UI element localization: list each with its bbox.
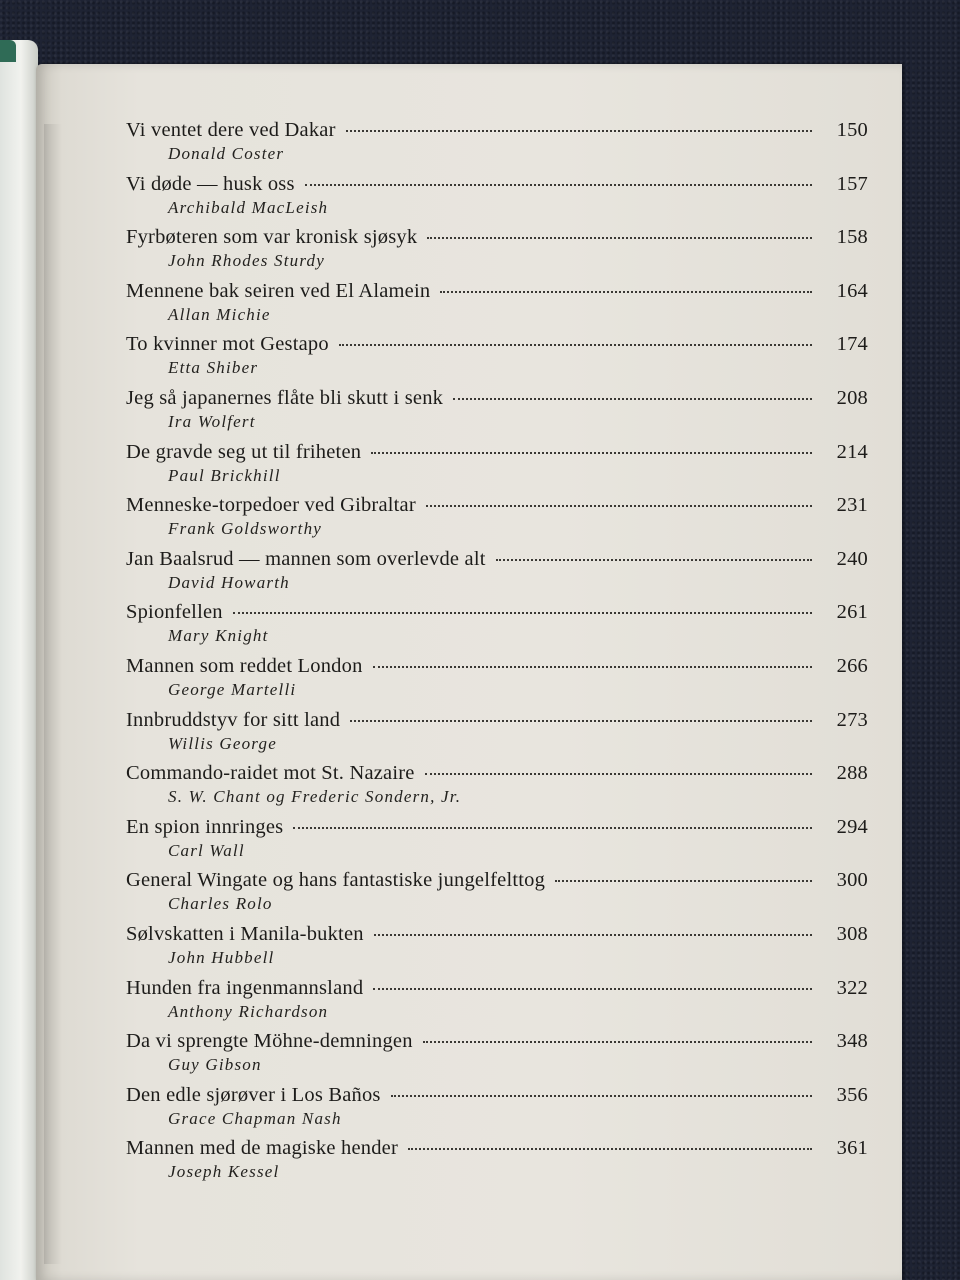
toc-title-line (126, 545, 868, 573)
page-number: 214 (836, 440, 868, 463)
toc-title-line (126, 706, 868, 734)
dot-leader (496, 559, 812, 561)
entry-author: Ira Wolfert (168, 411, 256, 431)
toc-title-line (126, 438, 868, 466)
page-number: 273 (836, 708, 868, 731)
page-number: 300 (836, 869, 868, 892)
entry-title: Mennene bak seiren ved El Alamein (126, 279, 431, 302)
toc-entry (126, 1134, 868, 1188)
toc-title-line (126, 277, 868, 305)
page-number: 288 (836, 762, 868, 785)
page-gutter-shadow (44, 124, 62, 1264)
book-cover-edge (0, 40, 38, 1280)
page-number: 158 (836, 226, 868, 249)
entry-author: Charles Rolo (168, 894, 273, 914)
entry-author: Willis George (168, 733, 277, 753)
entry-author: Etta Shiber (168, 358, 259, 378)
entry-author: Donald Coster (168, 144, 285, 163)
toc-title-line (126, 866, 868, 894)
entry-title: Vi ventet dere ved Dakar (126, 119, 336, 141)
dot-leader (453, 398, 812, 400)
entry-title: To kvinner mot Gestapo (126, 333, 329, 356)
toc-title-line (126, 598, 868, 626)
dot-leader (233, 612, 812, 614)
book-page (36, 64, 902, 1280)
page-number: 150 (836, 119, 868, 141)
entry-author: Carl Wall (168, 840, 245, 860)
entry-title: Da vi sprengte Möhne-demningen (126, 1030, 413, 1053)
entry-title: Mannen som reddet London (126, 654, 363, 677)
toc-title-line (126, 330, 868, 358)
entry-title: Jan Baalsrud — mannen som overlevde alt (126, 547, 486, 570)
toc-title-line (126, 170, 868, 198)
entry-title: Menneske-torpedoer ved Gibraltar (126, 494, 416, 517)
cover-corner (0, 40, 16, 62)
toc-entry (126, 170, 868, 224)
toc-title-line (126, 384, 868, 412)
toc-title-line (126, 491, 868, 519)
page-number: 174 (836, 333, 868, 356)
dot-leader (374, 934, 812, 936)
entry-author: Anthony Richardson (168, 1001, 329, 1021)
page-number: 164 (836, 279, 868, 302)
toc-entry (126, 652, 868, 706)
entry-author: George Martelli (168, 679, 297, 699)
toc-title-line (126, 974, 868, 1002)
entry-author: Allan Michie (168, 304, 271, 324)
toc-title-line (126, 920, 868, 948)
dot-leader (350, 720, 812, 722)
toc-title-line (126, 1134, 868, 1162)
toc-entry (126, 384, 868, 438)
toc-entry (126, 491, 868, 545)
page-number: 308 (836, 922, 868, 945)
toc-entry (126, 866, 868, 920)
dot-leader (426, 505, 812, 507)
toc-entry (126, 759, 868, 813)
toc-title-line (126, 116, 868, 144)
toc-entry (126, 920, 868, 974)
entry-title: Innbruddstyv for sitt land (126, 708, 341, 731)
page-number: 157 (836, 172, 868, 195)
dot-leader (440, 291, 812, 293)
entry-author: Archibald MacLeish (168, 197, 329, 217)
table-of-contents (126, 116, 868, 1188)
toc-entry (126, 277, 868, 331)
dot-leader (346, 130, 812, 132)
dot-leader (373, 988, 812, 990)
entry-author: Joseph Kessel (168, 1162, 280, 1182)
entry-title: Spionfellen (126, 601, 223, 624)
entry-author: John Hubbell (168, 947, 275, 967)
dot-leader (425, 773, 812, 775)
entry-author: Paul Brickhill (168, 465, 281, 485)
dot-leader (555, 880, 812, 882)
dot-leader (373, 666, 812, 668)
dot-leader (391, 1095, 812, 1097)
entry-author: S. W. Chant og Frederic Sondern, Jr. (168, 787, 462, 807)
entry-author: Guy Gibson (168, 1055, 262, 1075)
dot-leader (427, 237, 812, 239)
dot-leader (305, 184, 812, 186)
toc-entry (126, 706, 868, 760)
toc-title-line (126, 1081, 868, 1109)
page-number: 266 (836, 654, 868, 677)
dot-leader (423, 1041, 812, 1043)
toc-entry (126, 1081, 868, 1135)
toc-entry (126, 1027, 868, 1081)
entry-author: John Rhodes Sturdy (168, 251, 325, 271)
entry-author: Mary Knight (168, 626, 269, 646)
toc-title-line (126, 1027, 868, 1055)
page-number: 356 (836, 1083, 868, 1106)
page-number: 294 (836, 815, 868, 838)
dot-leader (408, 1148, 812, 1150)
entry-title: Jeg så japanernes flåte bli skutt i senk (126, 386, 444, 409)
entry-title: Vi døde — husk oss (126, 172, 295, 195)
toc-entry (126, 116, 868, 170)
page-number: 348 (836, 1030, 868, 1053)
toc-entry (126, 223, 868, 277)
page-number: 261 (836, 601, 868, 624)
dot-leader (339, 344, 812, 346)
toc-title-line (126, 223, 868, 251)
entry-title: En spion innringes (126, 815, 284, 838)
toc-entry (126, 330, 868, 384)
toc-title-line (126, 652, 868, 680)
entry-title: Commando-raidet mot St. Nazaire (126, 762, 415, 785)
toc-title-line (126, 759, 868, 787)
toc-entry (126, 974, 868, 1028)
page-number: 208 (836, 386, 868, 409)
page-number: 240 (836, 547, 868, 570)
entry-title: General Wingate og hans fantastiske jungelfelttog (126, 869, 546, 892)
toc-entry (126, 813, 868, 867)
dot-leader (293, 827, 812, 829)
toc-entry (126, 438, 868, 492)
entry-title: Hunden fra ingenmannsland (126, 976, 364, 999)
entry-title: Sølvskatten i Manila-bukten (126, 922, 364, 945)
entry-author: Grace Chapman Nash (168, 1108, 342, 1128)
page-number: 361 (836, 1137, 868, 1160)
dot-leader (371, 452, 812, 454)
entry-author: David Howarth (168, 572, 290, 592)
entry-title: Mannen med de magiske hender (126, 1137, 399, 1160)
page-number: 231 (836, 494, 868, 517)
toc-title-line (126, 813, 868, 841)
entry-title: Den edle sjørøver i Los Baños (126, 1083, 381, 1106)
toc-entry (126, 545, 868, 599)
page-number: 322 (836, 976, 868, 999)
entry-title: Fyrbøteren som var kronisk sjøsyk (126, 226, 418, 249)
entry-title: De gravde seg ut til friheten (126, 440, 362, 463)
toc-entry (126, 598, 868, 652)
entry-author: Frank Goldsworthy (168, 519, 323, 539)
